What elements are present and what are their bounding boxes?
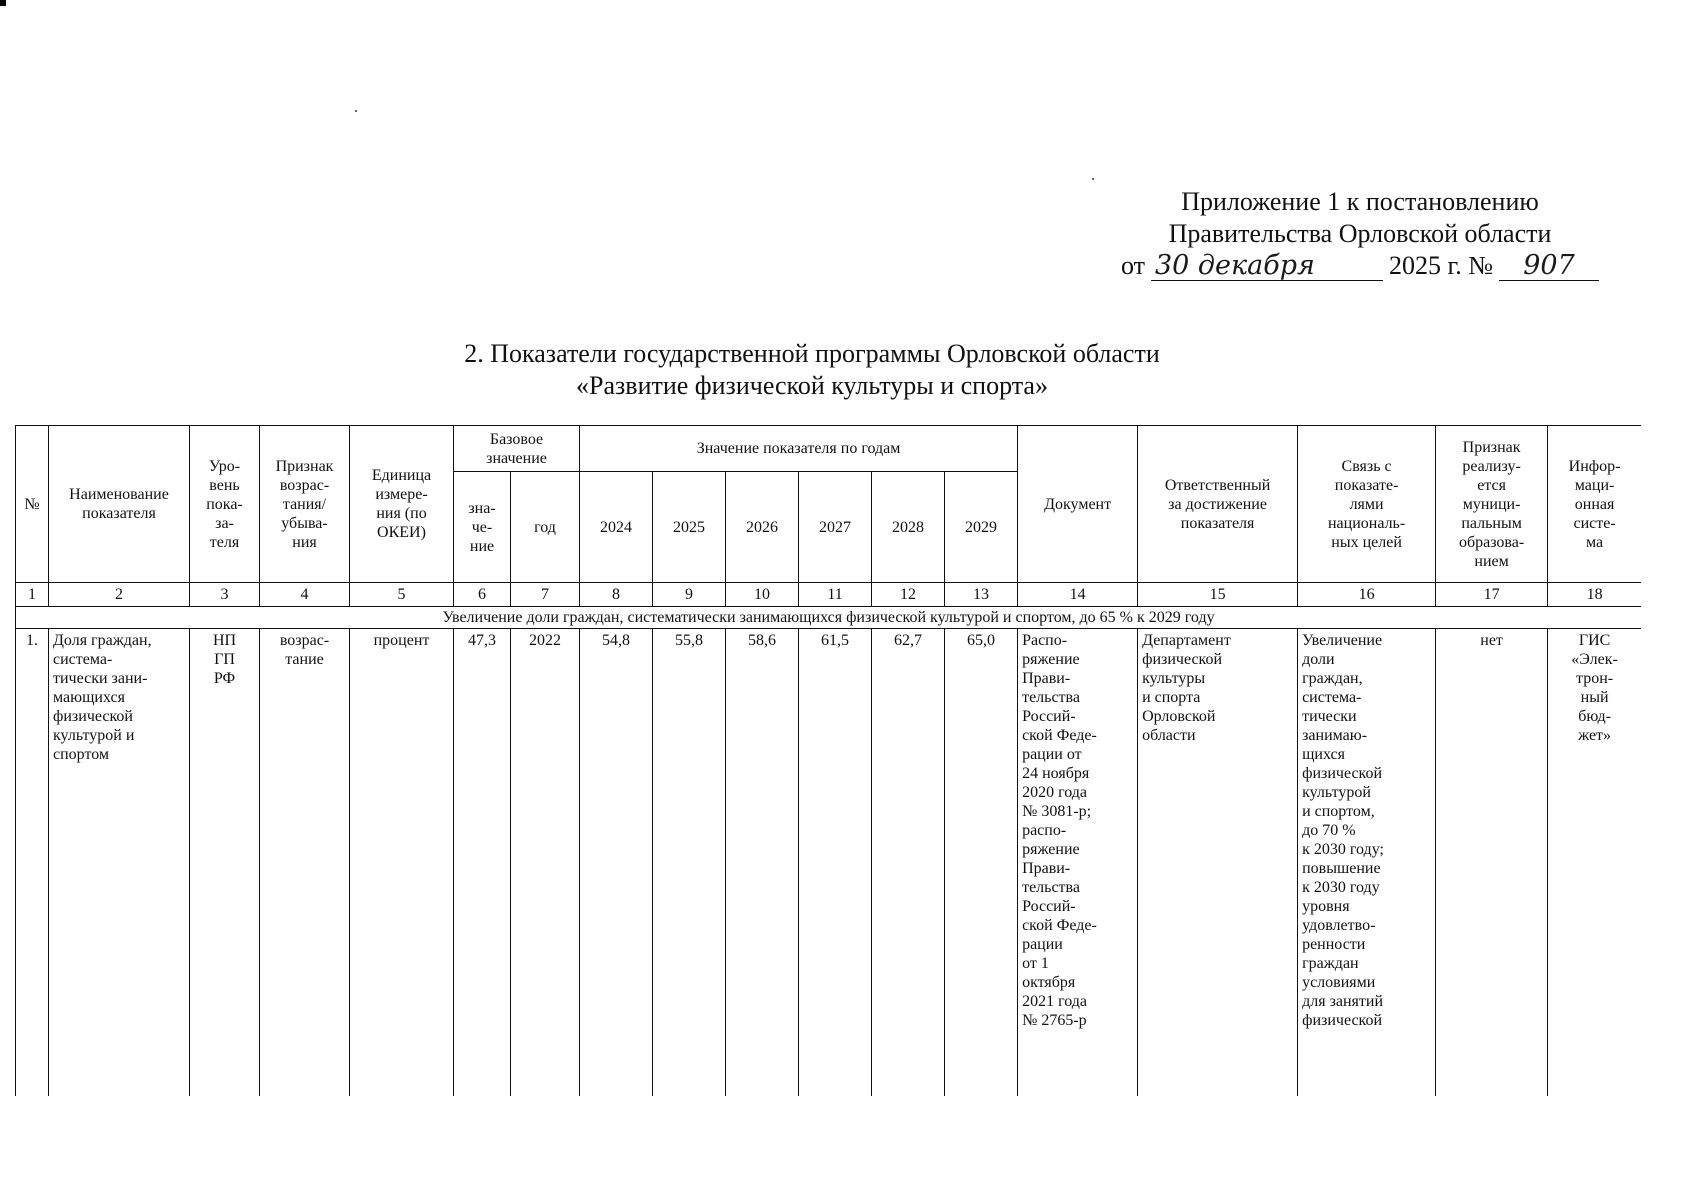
header-unit: Единица измере- ния (по ОКЕИ): [350, 426, 454, 583]
column-number: 18: [1548, 583, 1641, 607]
header-trend: Признак возрас- тания/ убыва- ния: [260, 426, 350, 583]
row-value-2025: 55,8: [653, 629, 726, 1097]
column-number: 3: [190, 583, 260, 607]
header-base-value: зна- че- ние: [454, 472, 511, 583]
goal-row: [16, 607, 1642, 629]
header-level: Уро- вень пока- за- теля: [190, 426, 260, 583]
row-document: Распо- ряжение Прави- тельства Россий- ской Феде- рации от 24 ноября 2020 года № 3081-р; распо- ряжение Прави- тельства Россий- ской Феде- рации от 1 октября 2021 года № 2765-р: [1018, 629, 1138, 1097]
header-base-group: Базовое значение: [454, 426, 580, 472]
title-line-1: 2. Показатели государственной программы Орловской области: [464, 339, 1160, 368]
column-number: 2: [49, 583, 190, 607]
appendix-header: [1080, 186, 1640, 282]
handwritten-number: 907: [1499, 252, 1599, 281]
from-label: от: [1120, 251, 1145, 280]
column-number: 5: [350, 583, 454, 607]
row-value-2026: 58,6: [726, 629, 799, 1097]
column-number: 9: [653, 583, 726, 607]
handwritten-date: 30 декабря: [1151, 252, 1383, 281]
row-national-goals-link: Увеличение доли граждан, система- тически занимаю- щихся физической культурой и спортом, до 70 % к 2030 году; повышение к 2030 году уровня удовлетво- ренности граждан условиями для занятий физической: [1298, 629, 1436, 1097]
row-value-2027: 61,5: [799, 629, 872, 1097]
column-number: 7: [511, 583, 580, 607]
row-base-value: 47,3: [454, 629, 511, 1097]
column-number: 1: [16, 583, 49, 607]
column-number: 13: [945, 583, 1018, 607]
title-line-2: «Развитие физической культуры и спорта»: [576, 371, 1048, 400]
header-name: Наименование показателя: [49, 426, 190, 583]
column-number: 8: [580, 583, 653, 607]
header-year-2028: 2028: [872, 472, 945, 583]
header-years-group: Значение показателя по годам: [580, 426, 1018, 472]
appendix-date-line: [1080, 250, 1640, 282]
header-year-2029: 2029: [945, 472, 1018, 583]
header-num: №: [16, 426, 49, 583]
row-info-system: ГИС «Элек- трон- ный бюд- жет»: [1548, 629, 1641, 1097]
header-year-2027: 2027: [799, 472, 872, 583]
indicators-table: [15, 425, 1641, 1096]
header-document: Документ: [1018, 426, 1138, 583]
row-value-2028: 62,7: [872, 629, 945, 1097]
header-year-2024: 2024: [580, 472, 653, 583]
column-number: 10: [726, 583, 799, 607]
header-municipal: Признак реализу- ется муници- пальным образова- нием: [1436, 426, 1548, 583]
header-responsible: Ответственный за достижение показателя: [1138, 426, 1298, 583]
header-info-system: Инфор- маци- онная систе- ма: [1548, 426, 1641, 583]
header-year-2025: 2025: [653, 472, 726, 583]
column-number: 4: [260, 583, 350, 607]
row-base-year: 2022: [511, 629, 580, 1097]
column-number: 15: [1138, 583, 1298, 607]
scan-speck: [355, 110, 357, 112]
column-number: 12: [872, 583, 945, 607]
goal-text: Увеличение доли граждан, систематически занимающихся физической культурой и спортом, до 65 % к 2029 году: [16, 607, 1642, 629]
header-base-year: год: [511, 472, 580, 583]
row-unit: процент: [350, 629, 454, 1097]
scan-speck: [1092, 178, 1094, 180]
row-level: НП ГП РФ: [190, 629, 260, 1097]
indicators-table-wrapper: [15, 425, 1641, 1096]
row-responsible: Департамент физической культуры и спорта Орловской области: [1138, 629, 1298, 1097]
column-numbers-row: [16, 583, 1642, 607]
row-indicator-name: Доля граждан, система- тически зани- мающихся физической культурой и спортом: [49, 629, 190, 1097]
column-number: 11: [799, 583, 872, 607]
year-number-label: 2025 г. №: [1388, 251, 1494, 280]
table-row: [16, 629, 1642, 1097]
document-title: [300, 338, 1324, 402]
column-number: 14: [1018, 583, 1138, 607]
column-number: 17: [1436, 583, 1548, 607]
header-national-goals-link: Связь с показате- лями националь- ных целей: [1298, 426, 1436, 583]
row-municipal: нет: [1436, 629, 1548, 1097]
row-num: 1.: [16, 629, 49, 1097]
row-value-2029: 65,0: [945, 629, 1018, 1097]
header-year-2026: 2026: [726, 472, 799, 583]
appendix-line-1: Приложение 1 к постановлению: [1181, 187, 1539, 216]
column-number: 16: [1298, 583, 1436, 607]
scan-corner-mark: [0, 0, 6, 6]
appendix-line-2: Правительства Орловской области: [1168, 219, 1552, 248]
row-trend: возрас- тание: [260, 629, 350, 1097]
row-value-2024: 54,8: [580, 629, 653, 1097]
column-number: 6: [454, 583, 511, 607]
